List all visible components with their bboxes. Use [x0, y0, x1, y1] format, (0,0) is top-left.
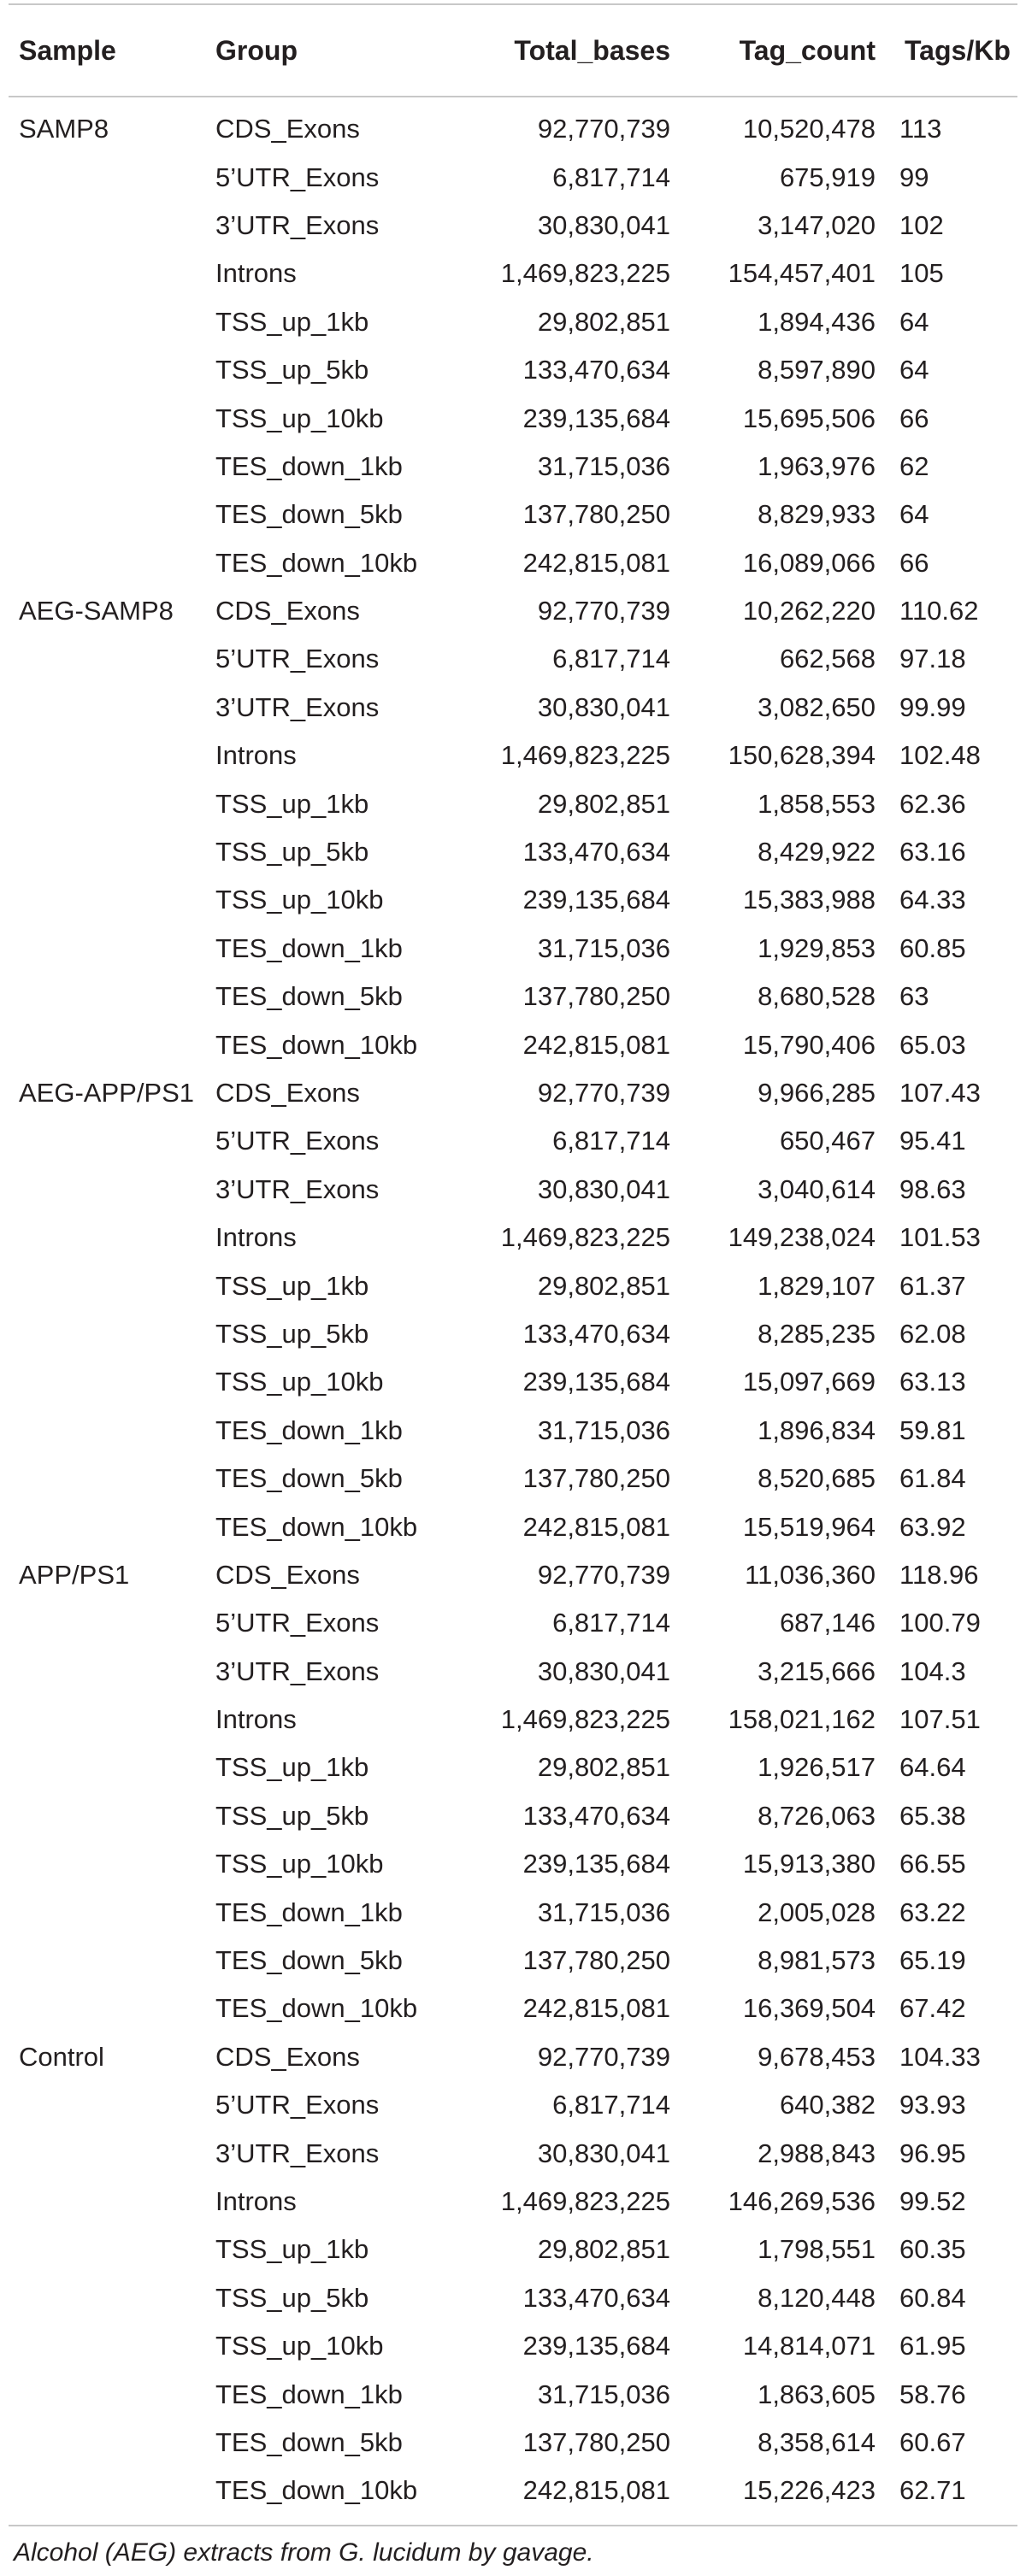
table-row: [9, 1310, 1017, 1358]
cell-total-bases: 242,815,081: [522, 2475, 670, 2506]
cell-tag-count: 1,894,436: [758, 306, 876, 337]
cell-tags-per-kb: 65.19: [899, 1945, 966, 1976]
cell-tags-per-kb: 58.76: [899, 2379, 966, 2409]
table-row: [9, 346, 1017, 394]
cell-tag-count: 8,726,063: [758, 1800, 876, 1831]
cell-tags-per-kb: 62: [899, 450, 929, 481]
cell-tags-per-kb: 101.53: [899, 1222, 981, 1253]
cell-total-bases: 92,770,739: [537, 2041, 670, 2072]
cell-tag-count: 15,695,506: [742, 403, 876, 433]
table-row: [9, 2178, 1017, 2226]
cell-tags-per-kb: 100.79: [899, 1608, 981, 1638]
cell-tags-per-kb: 60.35: [899, 2234, 966, 2265]
cell-tag-count: 8,520,685: [758, 1463, 876, 1494]
cell-tags-per-kb: 64: [899, 499, 929, 530]
cell-tag-count: 10,520,478: [742, 114, 876, 144]
cell-tag-count: 14,814,071: [742, 2331, 876, 2361]
cell-total-bases: 133,470,634: [522, 355, 670, 385]
table-row: [9, 925, 1017, 973]
table-row: [9, 491, 1017, 538]
cell-group: TES_down_10kb: [215, 2475, 418, 2506]
cell-tag-count: 8,597,890: [758, 355, 876, 385]
cell-group: TSS_up_10kb: [215, 2331, 384, 2361]
table-row: [9, 1744, 1017, 1791]
cell-tags-per-kb: 110.62: [899, 596, 979, 626]
cell-tag-count: 1,858,553: [758, 788, 876, 819]
header-tag-count: Tag_count: [739, 34, 876, 66]
cell-tags-per-kb: 62.36: [899, 788, 966, 819]
cell-total-bases: 31,715,036: [537, 1897, 670, 1927]
table-row: [9, 1214, 1017, 1262]
header-tags-per-kb: Tags/Kb: [905, 34, 1011, 66]
table-row: [9, 1455, 1017, 1503]
table-body: [9, 97, 1017, 2525]
cell-tag-count: 15,519,964: [742, 1511, 876, 1542]
data-table-document: [9, 0, 1017, 2567]
cell-group: TSS_up_5kb: [215, 1318, 369, 1349]
cell-group: CDS_Exons: [215, 2041, 360, 2072]
cell-group: 5’UTR_Exons: [215, 644, 380, 674]
cell-tags-per-kb: 60.84: [899, 2282, 966, 2313]
cell-tag-count: 662,568: [779, 644, 876, 674]
cell-tags-per-kb: 104.33: [899, 2041, 981, 2072]
cell-group: TSS_up_5kb: [215, 1800, 369, 1831]
cell-group: TSS_up_5kb: [215, 2282, 369, 2313]
cell-total-bases: 29,802,851: [537, 306, 670, 337]
cell-group: TES_down_1kb: [215, 2379, 403, 2409]
table-row: [9, 153, 1017, 201]
cell-group: 5’UTR_Exons: [215, 1608, 380, 1638]
cell-group: TES_down_10kb: [215, 1993, 418, 2024]
cell-total-bases: 29,802,851: [537, 1752, 670, 1783]
cell-group: TSS_up_1kb: [215, 2234, 369, 2265]
cell-group: TES_down_5kb: [215, 1463, 403, 1494]
cell-tag-count: 10,262,220: [742, 596, 876, 626]
cell-group: TES_down_5kb: [215, 499, 403, 530]
cell-tags-per-kb: 113: [899, 114, 942, 144]
cell-total-bases: 137,780,250: [522, 1945, 670, 1976]
table-row: [9, 1840, 1017, 1888]
cell-tags-per-kb: 60.67: [899, 2426, 966, 2457]
cell-group: TSS_up_1kb: [215, 788, 369, 819]
cell-total-bases: 92,770,739: [537, 1078, 670, 1108]
cell-total-bases: 6,817,714: [552, 1126, 670, 1156]
cell-tag-count: 8,120,448: [758, 2282, 876, 2313]
cell-tag-count: 2,988,843: [758, 2138, 876, 2168]
cell-sample: AEG-SAMP8: [19, 596, 174, 626]
cell-tags-per-kb: 95.41: [899, 1126, 966, 1156]
cell-tags-per-kb: 102: [899, 209, 944, 240]
cell-total-bases: 1,469,823,225: [500, 258, 670, 289]
table-row: [9, 876, 1017, 924]
cell-group: TSS_up_1kb: [215, 1270, 369, 1301]
cell-tags-per-kb: 64.33: [899, 885, 966, 915]
table-row: [9, 1696, 1017, 1744]
table-row: [9, 1648, 1017, 1696]
cell-tag-count: 15,226,423: [742, 2475, 876, 2506]
table-row: [9, 1551, 1017, 1599]
cell-tags-per-kb: 61.95: [899, 2331, 966, 2361]
cell-total-bases: 133,470,634: [522, 1318, 670, 1349]
cell-total-bases: 242,815,081: [522, 1993, 670, 2024]
cell-total-bases: 92,770,739: [537, 596, 670, 626]
cell-tag-count: 16,089,066: [742, 547, 876, 578]
cell-tag-count: 150,628,394: [728, 740, 876, 771]
cell-group: TSS_up_10kb: [215, 1849, 384, 1879]
cell-tags-per-kb: 96.95: [899, 2138, 966, 2168]
cell-tag-count: 2,005,028: [758, 1897, 876, 1927]
table-row: [9, 635, 1017, 683]
cell-total-bases: 6,817,714: [552, 2090, 670, 2120]
cell-tags-per-kb: 67.42: [899, 1993, 966, 2024]
cell-group: CDS_Exons: [215, 596, 360, 626]
cell-group: TSS_up_5kb: [215, 837, 369, 867]
cell-tag-count: 8,285,235: [758, 1318, 876, 1349]
cell-total-bases: 1,469,823,225: [500, 740, 670, 771]
cell-sample: AEG-APP/PS1: [19, 1078, 195, 1108]
table-row: [9, 443, 1017, 491]
cell-group: 5’UTR_Exons: [215, 2090, 380, 2120]
cell-tag-count: 1,863,605: [758, 2379, 876, 2409]
cell-tag-count: 3,040,614: [758, 1173, 876, 1204]
cell-group: Introns: [215, 1704, 297, 1735]
cell-tags-per-kb: 65.03: [899, 1029, 966, 1060]
cell-total-bases: 137,780,250: [522, 499, 670, 530]
cell-total-bases: 137,780,250: [522, 2426, 670, 2457]
cell-tag-count: 8,829,933: [758, 499, 876, 530]
cell-group: TES_down_1kb: [215, 1414, 403, 1445]
cell-total-bases: 31,715,036: [537, 450, 670, 481]
cell-tag-count: 687,146: [779, 1608, 876, 1638]
cell-total-bases: 31,715,036: [537, 1414, 670, 1445]
table-row: [9, 1792, 1017, 1840]
cell-total-bases: 30,830,041: [537, 691, 670, 722]
table-row: [9, 2322, 1017, 2370]
cell-tag-count: 1,896,834: [758, 1414, 876, 1445]
cell-group: Introns: [215, 258, 297, 289]
cell-tags-per-kb: 66: [899, 403, 929, 433]
cell-tags-per-kb: 59.81: [899, 1414, 966, 1445]
table-row: [9, 2467, 1017, 2514]
cell-group: Introns: [215, 1222, 297, 1253]
cell-group: TSS_up_1kb: [215, 306, 369, 337]
cell-total-bases: 30,830,041: [537, 1173, 670, 1204]
cell-group: CDS_Exons: [215, 1559, 360, 1590]
cell-tags-per-kb: 66: [899, 547, 929, 578]
cell-total-bases: 29,802,851: [537, 1270, 670, 1301]
cell-tag-count: 675,919: [779, 162, 876, 192]
cell-tags-per-kb: 63.92: [899, 1511, 966, 1542]
table-row: [9, 105, 1017, 153]
cell-tags-per-kb: 64.64: [899, 1752, 966, 1783]
table-row: [9, 2226, 1017, 2273]
table-footnote: Alcohol (AEG) extracts from G. lucidum by gavage.: [14, 2538, 594, 2567]
header-group: Group: [215, 34, 298, 66]
cell-total-bases: 30,830,041: [537, 209, 670, 240]
cell-sample: APP/PS1: [19, 1559, 130, 1590]
cell-group: CDS_Exons: [215, 114, 360, 144]
table-row: [9, 394, 1017, 442]
cell-total-bases: 133,470,634: [522, 2282, 670, 2313]
cell-total-bases: 137,780,250: [522, 1463, 670, 1494]
table-row: [9, 1262, 1017, 1309]
cell-tag-count: 9,966,285: [758, 1078, 876, 1108]
cell-group: TES_down_1kb: [215, 1897, 403, 1927]
table-row: [9, 2129, 1017, 2177]
cell-total-bases: 133,470,634: [522, 1800, 670, 1831]
table-row: [9, 1166, 1017, 1214]
cell-total-bases: 31,715,036: [537, 932, 670, 963]
table-row: [9, 587, 1017, 635]
cell-tag-count: 8,429,922: [758, 837, 876, 867]
table-row: [9, 1599, 1017, 1647]
cell-group: 3’UTR_Exons: [215, 1656, 380, 1686]
cell-tag-count: 9,678,453: [758, 2041, 876, 2072]
cell-tags-per-kb: 63.16: [899, 837, 966, 867]
cell-group: 3’UTR_Exons: [215, 691, 380, 722]
cell-group: TSS_up_10kb: [215, 885, 384, 915]
cell-total-bases: 1,469,823,225: [500, 1222, 670, 1253]
table-row: [9, 1888, 1017, 1936]
cell-group: TSS_up_5kb: [215, 355, 369, 385]
cell-total-bases: 92,770,739: [537, 1559, 670, 1590]
table-row: [9, 298, 1017, 346]
cell-tag-count: 640,382: [779, 2090, 876, 2120]
cell-group: 5’UTR_Exons: [215, 1126, 380, 1156]
cell-group: TES_down_5kb: [215, 1945, 403, 1976]
cell-total-bases: 239,135,684: [522, 885, 670, 915]
cell-tag-count: 15,913,380: [742, 1849, 876, 1879]
cell-tag-count: 149,238,024: [728, 1222, 876, 1253]
cell-group: Introns: [215, 2185, 297, 2216]
cell-tags-per-kb: 102.48: [899, 740, 981, 771]
cell-total-bases: 30,830,041: [537, 2138, 670, 2168]
cell-tags-per-kb: 99.99: [899, 691, 966, 722]
cell-total-bases: 92,770,739: [537, 114, 670, 144]
cell-total-bases: 242,815,081: [522, 1511, 670, 1542]
cell-group: TSS_up_10kb: [215, 403, 384, 433]
cell-group: TSS_up_10kb: [215, 1367, 384, 1397]
cell-tags-per-kb: 99: [899, 162, 929, 192]
cell-tag-count: 3,082,650: [758, 691, 876, 722]
table-row: [9, 1407, 1017, 1455]
cell-tag-count: 15,383,988: [742, 885, 876, 915]
cell-group: TES_down_10kb: [215, 1511, 418, 1542]
cell-group: Introns: [215, 740, 297, 771]
table-row: [9, 2370, 1017, 2418]
cell-total-bases: 29,802,851: [537, 2234, 670, 2265]
cell-tags-per-kb: 99.52: [899, 2185, 966, 2216]
table-row: [9, 2033, 1017, 2081]
cell-tag-count: 154,457,401: [728, 258, 876, 289]
cell-tag-count: 11,036,360: [745, 1559, 876, 1590]
cell-total-bases: 1,469,823,225: [500, 2185, 670, 2216]
cell-tag-count: 1,929,853: [758, 932, 876, 963]
table-row: [9, 250, 1017, 297]
cell-group: TES_down_5kb: [215, 2426, 403, 2457]
cell-tag-count: 15,790,406: [742, 1029, 876, 1060]
cell-tags-per-kb: 118.96: [899, 1559, 979, 1590]
cell-tag-count: 650,467: [779, 1126, 876, 1156]
table-row: [9, 202, 1017, 250]
cell-group: 5’UTR_Exons: [215, 162, 380, 192]
cell-group: TES_down_1kb: [215, 450, 403, 481]
table-row: [9, 1985, 1017, 2032]
cell-total-bases: 31,715,036: [537, 2379, 670, 2409]
cell-tags-per-kb: 64: [899, 306, 929, 337]
cell-sample: Control: [19, 2041, 104, 2072]
cell-group: TES_down_10kb: [215, 1029, 418, 1060]
cell-tag-count: 8,981,573: [758, 1945, 876, 1976]
cell-group: 3’UTR_Exons: [215, 209, 380, 240]
cell-total-bases: 239,135,684: [522, 2331, 670, 2361]
cell-tag-count: 15,097,669: [742, 1367, 876, 1397]
cell-tag-count: 146,269,536: [728, 2185, 876, 2216]
cell-total-bases: 239,135,684: [522, 403, 670, 433]
cell-total-bases: 242,815,081: [522, 1029, 670, 1060]
cell-group: TES_down_10kb: [215, 547, 418, 578]
table-row: [9, 732, 1017, 779]
cell-tags-per-kb: 107.51: [899, 1704, 981, 1735]
cell-total-bases: 6,817,714: [552, 1608, 670, 1638]
cell-tags-per-kb: 63: [899, 981, 929, 1012]
cell-total-bases: 239,135,684: [522, 1367, 670, 1397]
cell-tags-per-kb: 65.38: [899, 1800, 966, 1831]
cell-tags-per-kb: 93.93: [899, 2090, 966, 2120]
cell-tag-count: 8,358,614: [758, 2426, 876, 2457]
cell-total-bases: 239,135,684: [522, 1849, 670, 1879]
cell-tag-count: 1,963,976: [758, 450, 876, 481]
cell-tags-per-kb: 64: [899, 355, 929, 385]
cell-tags-per-kb: 63.22: [899, 1897, 966, 1927]
cell-group: TSS_up_1kb: [215, 1752, 369, 1783]
cell-tag-count: 1,798,551: [758, 2234, 876, 2265]
cell-group: CDS_Exons: [215, 1078, 360, 1108]
cell-total-bases: 133,470,634: [522, 837, 670, 867]
cell-tag-count: 16,369,504: [742, 1993, 876, 2024]
table-row: [9, 1937, 1017, 1985]
cell-total-bases: 30,830,041: [537, 1656, 670, 1686]
header-total-bases: Total_bases: [514, 34, 670, 66]
cell-tags-per-kb: 105: [899, 258, 944, 289]
cell-total-bases: 1,469,823,225: [500, 1704, 670, 1735]
table-row: [9, 2081, 1017, 2129]
cell-total-bases: 29,802,851: [537, 788, 670, 819]
table-row: [9, 973, 1017, 1020]
table-row: [9, 2419, 1017, 2467]
table-row: [9, 1069, 1017, 1117]
cell-tag-count: 8,680,528: [758, 981, 876, 1012]
cell-tag-count: 1,829,107: [758, 1270, 876, 1301]
table-row: [9, 828, 1017, 876]
cell-group: TES_down_1kb: [215, 932, 403, 963]
cell-tags-per-kb: 61.84: [899, 1463, 966, 1494]
header-sample: Sample: [19, 34, 116, 66]
cell-group: 3’UTR_Exons: [215, 1173, 380, 1204]
cell-tag-count: 158,021,162: [728, 1704, 876, 1735]
cell-tags-per-kb: 104.3: [899, 1656, 966, 1686]
cell-total-bases: 137,780,250: [522, 981, 670, 1012]
table-row: [9, 684, 1017, 732]
table-row: [9, 539, 1017, 587]
cell-total-bases: 242,815,081: [522, 547, 670, 578]
cell-group: 3’UTR_Exons: [215, 2138, 380, 2168]
cell-tags-per-kb: 62.71: [899, 2475, 966, 2506]
cell-total-bases: 6,817,714: [552, 644, 670, 674]
cell-group: TES_down_5kb: [215, 981, 403, 1012]
cell-tag-count: 1,926,517: [758, 1752, 876, 1783]
cell-sample: SAMP8: [19, 114, 109, 144]
cell-tags-per-kb: 107.43: [899, 1078, 981, 1108]
table-row: [9, 1503, 1017, 1550]
cell-tags-per-kb: 98.63: [899, 1173, 966, 1204]
cell-tags-per-kb: 61.37: [899, 1270, 966, 1301]
cell-tags-per-kb: 97.18: [899, 644, 966, 674]
cell-tags-per-kb: 66.55: [899, 1849, 966, 1879]
table-header-row: [9, 5, 1017, 96]
table-row: [9, 2274, 1017, 2322]
cell-tag-count: 3,215,666: [758, 1656, 876, 1686]
table-row: [9, 779, 1017, 827]
cell-tags-per-kb: 60.85: [899, 932, 966, 963]
table-row: [9, 1358, 1017, 1406]
cell-tags-per-kb: 62.08: [899, 1318, 966, 1349]
cell-total-bases: 6,817,714: [552, 162, 670, 192]
table-row: [9, 1020, 1017, 1068]
table-row: [9, 1117, 1017, 1165]
cell-tag-count: 3,147,020: [758, 209, 876, 240]
cell-tags-per-kb: 63.13: [899, 1367, 966, 1397]
